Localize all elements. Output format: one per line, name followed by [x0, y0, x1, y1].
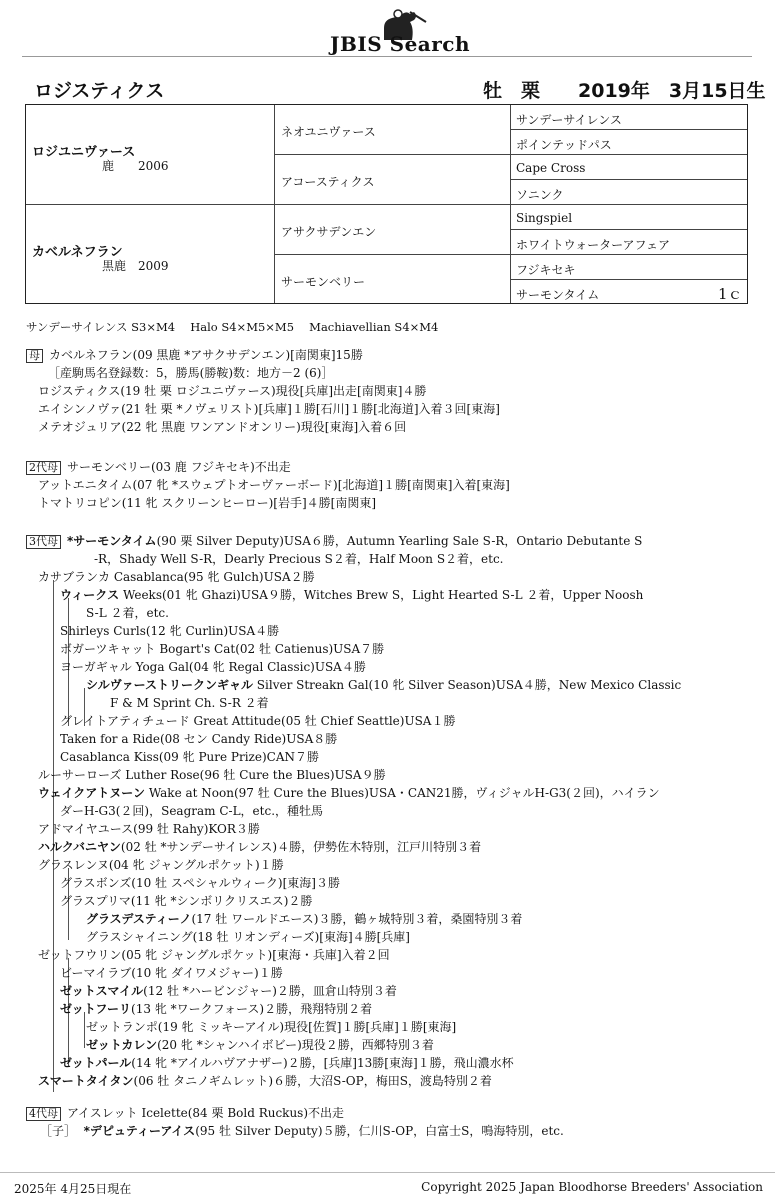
g3-line-24: ゼットフウリン(05 牝 ジャングルポケット)[東海・兵庫]入着２回 [38, 948, 390, 962]
g3-line-22: (17 牡 ワールドエース)３勝，鶴ヶ城特別３着，桑園特別３着 [191, 912, 523, 926]
dam-line: カベルネフラン(09 黒鹿 *アサクサデンエン)[南関東]15勝 [49, 348, 363, 362]
dam-detail: 黒鹿 2009 [102, 259, 169, 273]
g3-line-10: F & M Sprint Ch. S-R ２着 [110, 696, 269, 710]
footer-divider [0, 1172, 775, 1173]
g3-line-18: (02 牡 *サンデーサイレンス)４勝，伊勢佐木特別，江戸川特別３着 [120, 840, 482, 854]
g3-line-31-name: スマートタイタン [38, 1074, 134, 1088]
g3-line-8: ヨーガギャル Yoga Gal(04 牝 Regal Classic)USA４勝 [60, 660, 366, 674]
g3-line-26-name: ゼットスマイル [60, 984, 144, 998]
g3-line-27-name: ゼットフーリ [60, 1002, 132, 1016]
offspring-3: メテオジュリア(22 牝 黒鹿 ワンアンドオンリー)現役[東海]入着６回 [38, 420, 407, 434]
g3-line-17: アドマイヤユース(99 牡 Rahy)KOR３勝 [38, 822, 260, 836]
g3-8: サーモンタイム [516, 288, 600, 302]
g3-line-9: Silver Streakn Gal(10 牝 Silver Season)USA４勝，New Mexico Classic [252, 678, 682, 692]
g3-line-6: Shirleys Curls(12 牝 Curlin)USA４勝 [60, 624, 280, 638]
g4-child-prefix: ［子］ [40, 1124, 77, 1138]
g3-line-23: グラスシャイニング(18 牡 リオンディーズ)[東海]４勝[兵庫] [86, 930, 410, 944]
sire-detail: 鹿 2006 [102, 159, 169, 173]
title-row [34, 76, 766, 102]
g3-line-13: Casablanca Kiss(09 牝 Pure Prize)CAN７勝 [60, 750, 319, 764]
g3-line-28: ゼットランポ(19 牝 ミッキーアイル)現役[佐賀]１勝[兵庫]１勝[東海] [86, 1020, 457, 1034]
g3-line-31: (06 牡 タニノギムレット)６勝，大沼S-OP，梅田S，渡島特別２着 [133, 1074, 492, 1088]
row-divider-g3-3 [510, 229, 747, 230]
g3-dam-name: *サーモンタイム [67, 534, 157, 548]
g3-line-3: カサブランカ Casablanca(95 牝 Gulch)USA２勝 [38, 570, 315, 584]
row-divider-g2-2 [274, 254, 747, 255]
g4-child-name: *デピュティーアイス [83, 1124, 196, 1138]
g3-line-15: Wake at Noon(97 牡 Cure the Blues)USA・CAN21勝，ヴィジャルH-G3(２回)，ハイラン [145, 786, 660, 800]
offspring-2: エイシンノヴァ(21 牡 栗 *ノヴェリスト)[兵庫]１勝[石川]１勝[北海道]入着３回[東海] [38, 402, 500, 416]
horse-name: ロジスティクス [34, 80, 165, 102]
inbreeding-line: サンデーサイレンス S3×M4 Halo S4×M5×M5 Machiavellian S4×M4 [26, 320, 439, 334]
g2-sire-dam: アコースティクス [281, 175, 375, 189]
g3-line-14: ルーサーローズ Luther Rose(96 牡 Cure the Blues)USA９勝 [38, 768, 386, 782]
footer-copyright: Copyright 2025 Japan Bloodhorse Breeders' Association [421, 1180, 763, 1194]
header-divider [22, 56, 752, 57]
offspring-1: ロジスティクス(19 牡 栗 ロジユニヴァース)現役[兵庫]出走[南関東]４勝 [38, 384, 427, 398]
g2-dam-sire: アサクサデンエン [281, 225, 377, 239]
g2-line: サーモンベリー(03 鹿 フジキセキ)不出走 [67, 460, 291, 474]
g3-line-16: ダーH-G3(２回)，Seagram C-L，etc.，種牡馬 [60, 804, 324, 818]
g3-5: Singspiel [516, 211, 573, 225]
g2-dam-dam: サーモンベリー [281, 275, 366, 289]
g3-line-19: グラスレンヌ(04 牝 ジャングルポケット)１勝 [38, 858, 284, 872]
g3-line-15-name: ウェイクアトヌーン [38, 786, 146, 800]
g3-1: サンデーサイレンス [516, 113, 622, 127]
g4-line-1: アイスレット Icelette(84 栗 Bold Ruckus)不出走 [67, 1106, 345, 1120]
family-number: 1ｃ [718, 285, 743, 303]
g3-line-29: (20 牝 *シャンハイボビー)現役２勝，西郷特別３着 [157, 1038, 434, 1052]
g3-line-11: グレイトアティチュード Great Attitude(05 牡 Chief Seattle)USA１勝 [60, 714, 456, 728]
g2-tag: 2代母 [26, 461, 61, 475]
tree-line-6 [84, 1012, 85, 1048]
g3-line-20: グラスボンズ(10 牡 スペシャルウィーク)[東海]３勝 [60, 876, 340, 890]
g3-line-9-name: シルヴァーストリークンギャル [86, 678, 253, 692]
g4-child-record: (95 牡 Silver Deputy)５勝，仁川S-OP，白富士S，鳴海特別，etc. [195, 1124, 564, 1138]
g3-line-5: S-L ２着，etc. [86, 606, 169, 620]
g3-line-30: (14 牝 *アイルハヴアナザー)２勝，[兵庫]13勝[東海]１勝，飛山濃水杯 [131, 1056, 514, 1070]
g3-line-4: Weeks(01 牝 Ghazi)USA９勝，Witches Brew S，Light Hearted S-L ２着，Upper Noosh [119, 588, 644, 602]
g3-dam-record-cont: -R，Shady Well S-R，Dearly Precious S２着，Half Moon S２着，etc. [94, 552, 504, 566]
sire-name: ロジユニヴァース [32, 145, 136, 160]
g3-2: ポインテッドパス [516, 138, 612, 152]
g3-line-26: (12 牡 *ハービンジャー)２勝，皿倉山特別３着 [143, 984, 397, 998]
jbis-logo [330, 8, 470, 54]
row-divider-mid [26, 204, 747, 205]
g3-6: ホワイトウォーターアフェア [516, 238, 670, 252]
g3-3: Cape Cross [516, 161, 586, 175]
g3-line-30-name: ゼットパール [60, 1056, 132, 1070]
dam-tag: 母 [26, 349, 43, 363]
row-divider-g2-1 [274, 154, 747, 155]
g2-sire-sire: ネオユニヴァース [281, 125, 376, 139]
g3-line-25: ビーマイラブ(10 牝 ダイワメジャー)１勝 [60, 966, 283, 980]
g2-offspring-2: トマトリコピン(11 牝 スクリーンヒーロー)[岩手]４勝[南関東] [38, 496, 377, 510]
g4-tag: 4代母 [26, 1107, 61, 1121]
pedigree-table [25, 104, 748, 304]
row-divider-g3-4 [510, 279, 747, 280]
g3-line-7: ボガーツキャット Bogart's Cat(02 牡 Catienus)USA７勝 [60, 642, 385, 656]
logo-text: JBIS Search [330, 32, 471, 56]
footer-date: 2025年 4月25日現在 [14, 1182, 132, 1196]
g3-line-4-name: ウィークス [60, 588, 120, 602]
row-divider-g3-2 [510, 179, 747, 180]
row-divider-g3-1 [510, 129, 747, 130]
g3-line-12: Taken for a Ride(08 セン Candy Ride)USA８勝 [60, 732, 338, 746]
dam-name: カベルネフラン [32, 245, 123, 260]
g3-dam-record: (90 栗 Silver Deputy)USA６勝，Autumn Yearling Sale S-R，Ontario Debutante S [156, 534, 643, 548]
g2-offspring-1: アットエニタイム(07 牝 *スウェプトオーヴァーボード)[北海道]１勝[南関東]入着[東海] [38, 478, 510, 492]
g3-7: フジキセキ [516, 263, 576, 277]
g3-tag: 3代母 [26, 535, 61, 549]
g3-line-18-name: ハルクバニヤン [38, 840, 121, 854]
g3-line-21: グラスプリマ(11 牝 *シンボリクリスエス)２勝 [60, 894, 313, 908]
g3-line-29-name: ゼットカレン [86, 1038, 158, 1052]
g3-line-22-name: グラスデスティーノ [86, 912, 192, 926]
g3-4: ソニンク [516, 188, 564, 202]
horse-meta: 牡 栗 2019年 3月15日生 [483, 80, 766, 102]
g3-line-27: (13 牝 *ワークフォース)２勝，飛翔特別２着 [131, 1002, 373, 1016]
dam-stats: ［産駒馬名登録数：5，勝馬(勝鞍)数：地方－2 (6)］ [48, 366, 334, 380]
